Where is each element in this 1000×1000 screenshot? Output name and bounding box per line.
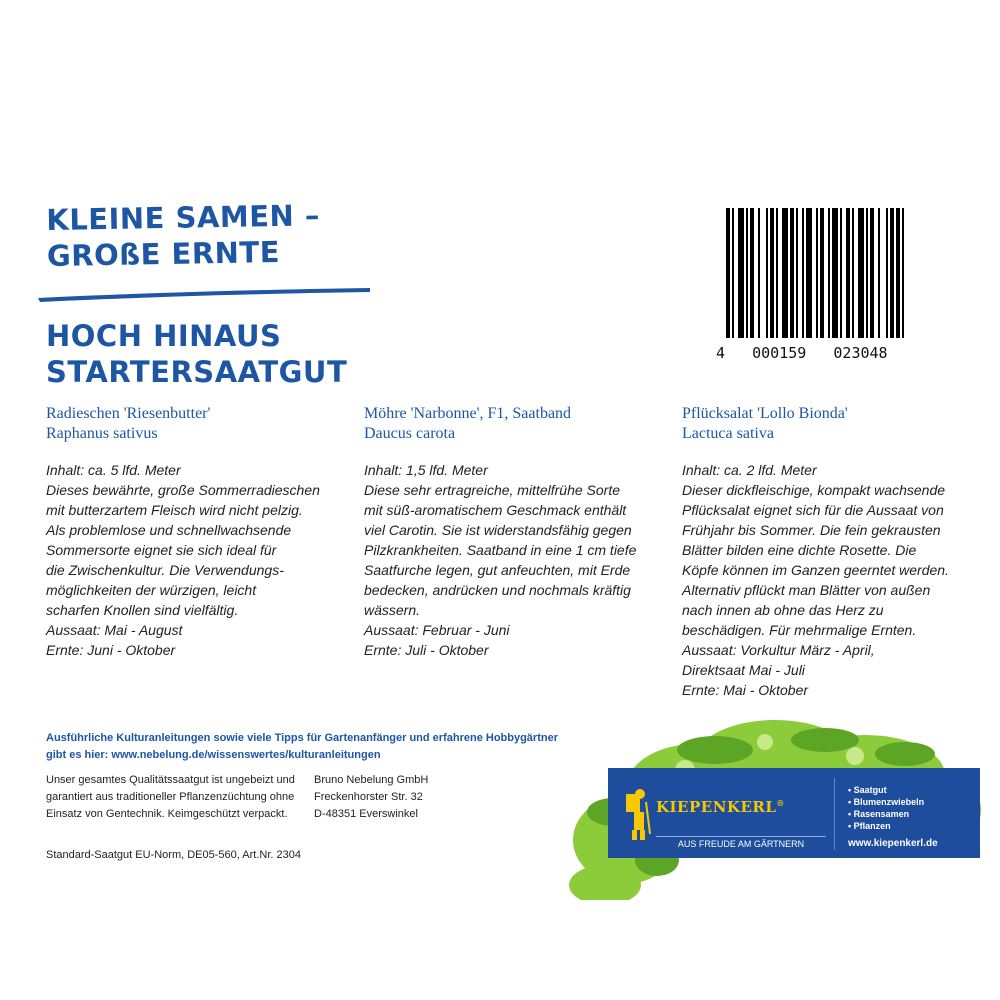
brand-url[interactable]: www.kiepenkerl.de (848, 838, 938, 849)
column-body (46, 460, 326, 660)
variety-name: Radieschen 'Riesenbutter' (46, 405, 211, 422)
latin-name: Lactuca sativa (682, 425, 774, 442)
barcode-digits: 4 000159 023048 (716, 344, 888, 362)
body-line: Pflücksalat eignet sich für die Aussaat von (682, 502, 944, 518)
barcode-bar (852, 208, 854, 338)
body-line: Als problemlose und schnellwachsende (46, 522, 292, 538)
brand-tagline: AUS FREUDE AM GÄRTNERN (656, 836, 826, 849)
quality-line: Unser gesamtes Qualitätssaatgut ist ungebeizt und (46, 774, 295, 786)
quality-line: Einsatz von Gentechnik. Keimgeschützt verpackt. (46, 808, 288, 820)
barcode-bar (806, 208, 812, 338)
brand-product-list (848, 784, 924, 832)
body-line: Inhalt: ca. 2 lfd. Meter (682, 462, 817, 478)
body-line: wässern. (364, 602, 421, 618)
brand-logo-block (616, 778, 835, 850)
barcode (716, 208, 966, 342)
body-line: Aussaat: Mai - August (46, 622, 183, 638)
barcode-bar (790, 208, 794, 338)
barcode-bar (846, 208, 850, 338)
body-line: Ernte: Juli - Oktober (364, 642, 489, 658)
quality-statement (46, 772, 295, 823)
body-line: bedecken, andrücken und nochmals kräftig (364, 582, 631, 598)
barcode-bar (858, 208, 864, 338)
body-line: Sommersorte eignet sie sich ideal für (46, 542, 277, 558)
body-line: nach innen ab ohne das Herz zu (682, 602, 884, 618)
barcode-bar (726, 208, 730, 338)
barcode-bar (738, 208, 744, 338)
body-line: Köpfe können im Ganzen geerntet werden. (682, 562, 949, 578)
body-line: Frühjahr bis Sommer. Die fein gekrausten (682, 522, 941, 538)
headline-starter-seeds (46, 318, 347, 390)
body-line: scharfen Knollen sind vielfältig. (46, 602, 239, 618)
variety-name: Möhre 'Narbonne', F1, Saatband (364, 405, 572, 422)
brush-underline (36, 284, 376, 306)
barcode-bar (828, 208, 830, 338)
cultivation-info (46, 730, 606, 764)
headline-line: HOCH HINAUS (46, 319, 282, 353)
barcode-bar (750, 208, 754, 338)
body-line: Direktsaat Mai - Juli (682, 662, 805, 678)
body-line: Inhalt: ca. 5 lfd. Meter (46, 462, 181, 478)
barcode-bar (820, 208, 824, 338)
body-line: die Zwischenkultur. Die Verwendungs- (46, 562, 284, 578)
barcode-bar (802, 208, 804, 338)
brand-banner (608, 768, 980, 858)
body-line: Blätter bilden eine dichte Rosette. Die (682, 542, 917, 558)
column-body (682, 460, 962, 700)
barcode-bar (896, 208, 900, 338)
headline-line: KLEINE SAMEN – (46, 198, 321, 237)
body-line: Alternativ pflückt man Blätter von außen (682, 582, 931, 598)
product-list-item: • Blumenzwiebeln (848, 797, 925, 807)
barcode-bar (782, 208, 788, 338)
info-line: Ausführliche Kulturanleitungen sowie viele Tipps für Gartenanfänger und erfahrene Hobbygärtner (46, 732, 558, 744)
address-line: Freckenhorster Str. 32 (314, 791, 423, 803)
brand-name (656, 798, 785, 816)
registered-mark: ® (776, 798, 785, 808)
barcode-bar (776, 208, 778, 338)
barcode-bar (832, 208, 838, 338)
column-body (364, 460, 644, 660)
body-line: Aussaat: Vorkultur März - April, (682, 642, 875, 658)
product-column-radish (46, 404, 326, 660)
body-line: mit süß-aromatischem Geschmack enthält (364, 502, 627, 518)
variety-name: Pflücksalat 'Lollo Bionda' (682, 405, 848, 422)
body-line: Inhalt: 1,5 lfd. Meter (364, 462, 488, 478)
barcode-bar (796, 208, 798, 338)
barcode-bar (878, 208, 880, 338)
body-line: möglichkeiten der würzigen, leicht (46, 582, 257, 598)
body-line: viel Carotin. Sie ist widerstandsfähig gegen (364, 522, 632, 538)
body-line: mit butterzartem Fleisch wird nicht pelzig. (46, 502, 303, 518)
kiepenkerl-figure-icon (622, 784, 652, 844)
column-title (682, 404, 962, 444)
quality-line: garantiert aus traditioneller Pflanzenzüchtung ohne (46, 791, 295, 803)
barcode-bar (816, 208, 818, 338)
headline-line: STARTERSAATGUT (46, 355, 348, 389)
body-line: Dieser dickfleischige, kompakt wachsende (682, 482, 946, 498)
product-list-item: • Saatgut (848, 785, 887, 795)
barcode-bar (902, 208, 904, 338)
address-line: Bruno Nebelung GmbH (314, 774, 429, 786)
product-list-item: • Pflanzen (848, 821, 891, 831)
barcode-bar (890, 208, 894, 338)
barcode-bar (866, 208, 868, 338)
latin-name: Raphanus sativus (46, 425, 158, 442)
body-line: beschädigen. Für mehrmalige Ernten. (682, 622, 917, 638)
barcode-bar (886, 208, 888, 338)
product-column-lettuce (682, 404, 962, 700)
product-list-item: • Rasensamen (848, 809, 910, 819)
barcode-bar (770, 208, 774, 338)
company-address (314, 772, 428, 823)
barcode-bar (746, 208, 748, 338)
norm-line: Standard-Saatgut EU-Norm, DE05-560, Art.Nr. 2304 (46, 849, 301, 861)
body-line: Aussaat: Februar - Juni (364, 622, 510, 638)
barcode-bar (766, 208, 768, 338)
barcode-bar (840, 208, 842, 338)
body-line: Diese sehr ertragreiche, mittelfrühe Sorte (364, 482, 620, 498)
body-line: Dieses bewährte, große Sommerradieschen (46, 482, 320, 498)
latin-name: Daucus carota (364, 425, 456, 442)
body-line: Pilzkrankheiten. Saatband in eine 1 cm tiefe (364, 542, 637, 558)
column-title (364, 404, 644, 444)
product-column-carrot (364, 404, 644, 660)
barcode-bar (758, 208, 760, 338)
body-line: Ernte: Mai - Oktober (682, 682, 809, 698)
body-line: Saatfurche legen, gut anfeuchten, mit Erde (364, 562, 631, 578)
headline-line: GROßE ERNTE (46, 234, 281, 273)
column-title (46, 404, 326, 444)
headline-small-seeds (46, 197, 321, 274)
barcode-bar (870, 208, 874, 338)
info-link[interactable]: gibt es hier: www.nebelung.de/wissenswertes/kulturanleitungen (46, 749, 381, 761)
barcode-bar (732, 208, 734, 338)
address-line: D-48351 Everswinkel (314, 808, 418, 820)
body-line: Ernte: Juni - Oktober (46, 642, 176, 658)
brand-name-text: KIEPENKERL (656, 798, 777, 816)
